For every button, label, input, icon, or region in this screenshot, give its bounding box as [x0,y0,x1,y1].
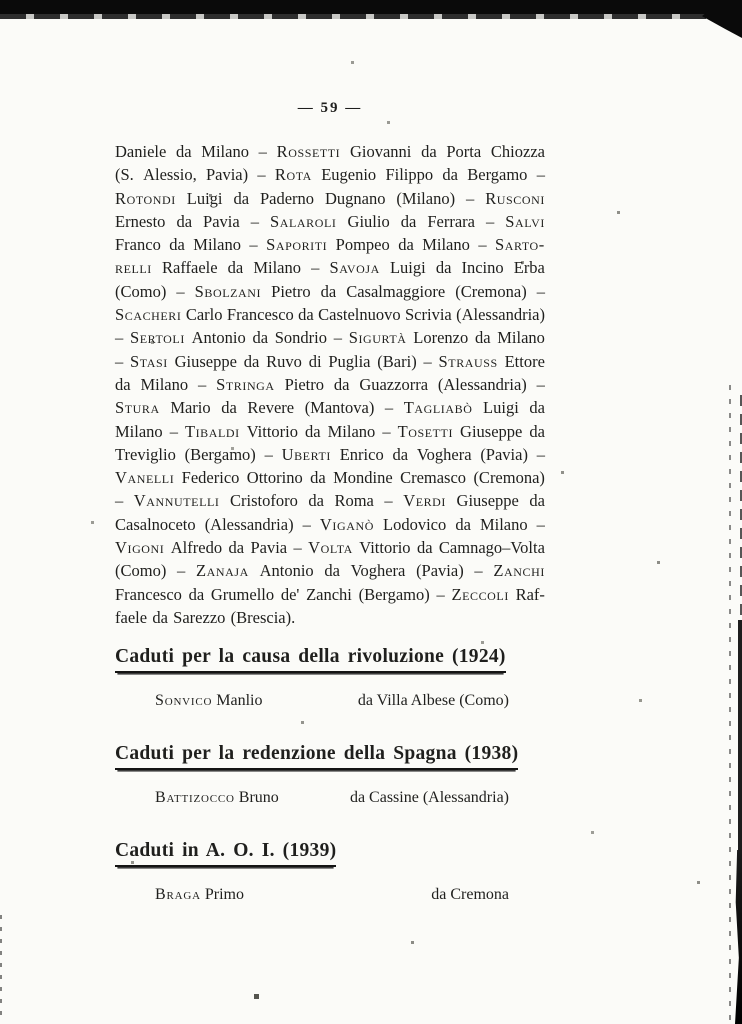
word: Rusconi [485,188,545,208]
word: – [177,561,186,581]
word: da [324,561,340,581]
word: Pavia) [205,165,249,185]
text-line [115,303,545,326]
word: da [243,351,260,371]
word: Casalmaggiore [346,281,446,301]
word: Tosetti [397,421,454,441]
word: – [249,235,258,255]
word: Savoja [329,258,380,278]
word: Primo [204,886,244,904]
word: Dugnano [324,188,386,208]
text-line [115,187,545,210]
word: Treviglio [115,444,176,464]
word: Lorenzo [413,328,469,348]
word: Guazzorra [359,374,429,394]
word: Zeccoli [451,584,509,604]
word: Sbolzani [194,281,262,301]
text-line [115,233,545,256]
word: (Cremona) [473,468,545,488]
word: da [227,258,244,278]
word: (Alessandria) [437,374,527,394]
scan-edge-right-mid [738,620,742,855]
section-title: Caduti per la causa della rivoluzione (1924) [115,646,506,673]
word: – [176,281,185,301]
word: Ruvo [266,351,302,371]
word: (Pavia) [416,561,464,581]
word: da [421,142,437,161]
word: Milano [422,235,470,255]
scan-page-edge-dashes [729,385,731,1024]
word: Antonio [259,561,314,581]
word: – [536,281,545,301]
word: Eugenio [321,165,377,185]
word: Sarezzo [173,607,226,627]
section-title: Caduti per la redenzione della Spagna (1938) [115,743,518,770]
word: da [474,328,491,348]
word: Milano [193,235,241,255]
word: da [308,491,324,511]
word: Paderno [259,188,315,208]
word: da [392,444,409,464]
word: Ernesto [115,211,166,231]
word: Verdi [403,491,447,511]
word: – [474,561,483,581]
word: (Pavia) [480,444,528,464]
entry-name [155,884,244,905]
word: Zanchi [493,561,545,581]
scan-edge-left [0,915,2,1015]
word: Sonvico [155,692,213,710]
word: (Cremona) [455,281,527,301]
word: Pompeo [335,235,390,255]
word: da [233,188,250,208]
word: Cremasco [400,468,467,488]
word: da [320,281,337,301]
word: Stura [115,398,160,418]
word: Bruno [238,789,279,807]
word: da [188,584,205,604]
word: da [228,538,245,558]
word: da [529,491,545,511]
word: Sarto- [495,235,545,255]
text-line [115,326,545,349]
text-line [115,373,545,396]
word: Milano [479,514,528,534]
word: Milano [253,258,301,278]
word: da [176,211,193,231]
word: (Bergamo) [358,584,430,604]
word: Pietro [271,281,311,301]
text-line [115,350,545,373]
word: di [308,351,322,371]
word: – [311,258,320,278]
word: da [176,142,192,161]
word: – [115,328,124,348]
word: Salvi [505,211,545,231]
word: – [293,538,302,558]
word: Bergamo [467,165,528,185]
word: Franco [115,235,161,255]
entry-place: da Villa Albese (Como) [357,692,509,710]
word: Zanchi [306,584,352,604]
word: Pietro [284,374,324,394]
word: Daniele [115,142,167,161]
word: – [436,584,445,604]
word: da [398,235,414,255]
word: (Alessandria) [204,514,294,534]
entry-row [115,787,545,808]
word: Strauss [438,351,498,371]
text-line [115,513,545,536]
word: (Brescia). [230,607,296,627]
word: Milano [140,374,189,394]
scan-speckles [0,0,1,1]
word: da [333,374,350,394]
word: – [384,491,393,511]
word: Scrivia [404,305,452,325]
word: Ettore [504,351,545,371]
text-line [115,420,545,443]
word: – [258,142,267,161]
word: – [478,235,487,255]
word: Alessio, [143,165,197,185]
word: Grumello [210,584,275,604]
word: da [221,398,237,418]
word: Alfredo [170,538,223,558]
word: da [529,398,545,418]
word: (Como) [115,561,167,581]
word: – [466,188,475,208]
word: da [529,421,545,441]
word: Francesco [115,584,182,604]
word: – [384,398,394,418]
word: – [536,444,545,464]
text-line [115,443,545,466]
word: Ottorino [246,468,303,488]
word: Lodovico [383,514,447,534]
word: Braga [155,886,201,904]
word: – [198,374,207,394]
word: (Bari) [377,351,417,371]
word: Milano [201,142,249,161]
text-line [115,559,545,582]
word: Milano [327,421,376,441]
word: Revere [247,398,295,418]
word: – [536,374,545,394]
word: – [382,421,391,441]
word: Vittorio [246,421,299,441]
word: Stringa [216,374,275,394]
word: Vittorio [359,538,411,558]
text-line [115,210,545,233]
word: Ferrara [427,211,475,231]
word: Luigi [389,258,426,278]
word: Giuseppe [174,351,237,371]
scan-edge-right-lower [735,850,742,1024]
word: Pavia [203,211,240,231]
word: Giulio [347,211,390,231]
word: Giuseppe [456,491,519,511]
word: – [536,165,545,185]
word: (Mantova) [304,398,375,418]
word: Battizocco [155,789,235,807]
word: Sondrio [274,328,328,348]
word: – [302,514,311,534]
text-line [115,583,545,606]
word: Cristoforo [229,491,298,511]
entry-row [115,884,545,905]
word: Volta [308,538,353,558]
word: da [455,514,471,534]
word: (Alessandria) [456,305,545,325]
word: da [169,235,185,255]
word: Vannutelli [133,491,220,511]
page-number: — 59 — [297,100,363,116]
word: Camnago–Volta [438,538,545,558]
word: Luigi [186,188,223,208]
word: Erba [513,258,545,278]
word: Pavia [250,538,288,558]
word: Roma [334,491,374,511]
word: Porta [446,142,482,161]
word: Castelnuovo [318,305,401,325]
word: faele [115,607,148,627]
section-entries [115,690,545,711]
word: Mondine [333,468,393,488]
word: – [423,351,432,371]
entry-place: da Cremona [431,886,509,904]
word: da [305,421,321,441]
word: – [536,514,545,534]
text-line [115,396,545,419]
word: (Bergamo) [184,444,256,464]
word: Giovanni [349,142,412,161]
word: Enrico [339,444,384,464]
word: Milano [497,328,545,348]
body-paragraph [115,140,545,629]
word: da [435,258,452,278]
word: Chiozza [490,142,545,161]
word: Tibaldi [184,421,240,441]
word: Sertoli [129,328,185,348]
word: Raf- [515,584,545,604]
word: Vanelli [115,468,175,488]
word: da [310,468,326,488]
word: da [252,328,269,348]
word: de' [280,584,300,604]
section-spagna-1938 [115,743,545,808]
word: Sigurtà [348,328,407,348]
word: Scacheri [115,305,182,325]
text-line [115,163,545,186]
word: Casalnoceto [115,514,196,534]
text-line [115,280,545,303]
word: Filippo [385,165,434,185]
page-content [115,0,545,905]
word: – [257,165,266,185]
text-line [115,140,545,163]
text-line [115,536,545,559]
section-entries [115,884,545,905]
word: Rotondi [115,188,176,208]
word: – [486,211,495,231]
word: Manlio [216,692,263,710]
entry-row [115,690,545,711]
text-line [115,256,545,279]
word: (S. [115,165,134,185]
section-entries [115,787,545,808]
text-line [115,606,545,629]
word: Incino [461,258,504,278]
word: Salaroli [270,211,337,231]
section-aoi-1939 [115,840,545,905]
word: – [115,351,124,371]
entry-name [155,787,279,808]
word: da [152,607,168,627]
word: Zanaja [196,561,249,581]
word: Milano [115,421,163,441]
word: Raffaele [161,258,218,278]
word: Puglia [328,351,371,371]
word: Uberti [281,444,331,464]
word: Voghera [350,561,406,581]
word: – [169,421,178,441]
word: Luigi [483,398,519,418]
section-rivoluzione-1924 [115,646,545,711]
word: – [264,444,273,464]
word: – [333,328,342,348]
word: Giuseppe [460,421,523,441]
word: (Como) [115,281,167,301]
word: Rota [274,165,312,185]
word: Carlo [185,305,223,325]
word: Antonio [191,328,246,348]
word: Stasi [130,351,168,371]
word: Mario [170,398,211,418]
entry-place: da Cassine (Alessandria) [349,789,509,807]
word: – [115,491,124,511]
word: da [416,538,433,558]
section-title: Caduti in A. O. I. (1939) [115,840,336,867]
word: relli [115,258,152,278]
text-line [115,466,545,489]
word: Voghera [416,444,472,464]
word: Tagliabò [403,398,473,418]
word: da [115,374,131,394]
scan-edge-corner [702,10,742,38]
word: Saporiti [266,235,328,255]
word: Viganò [319,514,374,534]
entry-name [155,690,263,711]
text-line [115,489,545,512]
word: (Milano) [396,188,456,208]
word: da [298,305,314,325]
word: da [442,165,458,185]
word: Francesco [226,305,294,325]
word: da [400,211,417,231]
word: Vigoni [115,538,165,558]
word: Rossetti [276,142,341,161]
word: – [250,211,259,231]
word: Federico [181,468,240,488]
